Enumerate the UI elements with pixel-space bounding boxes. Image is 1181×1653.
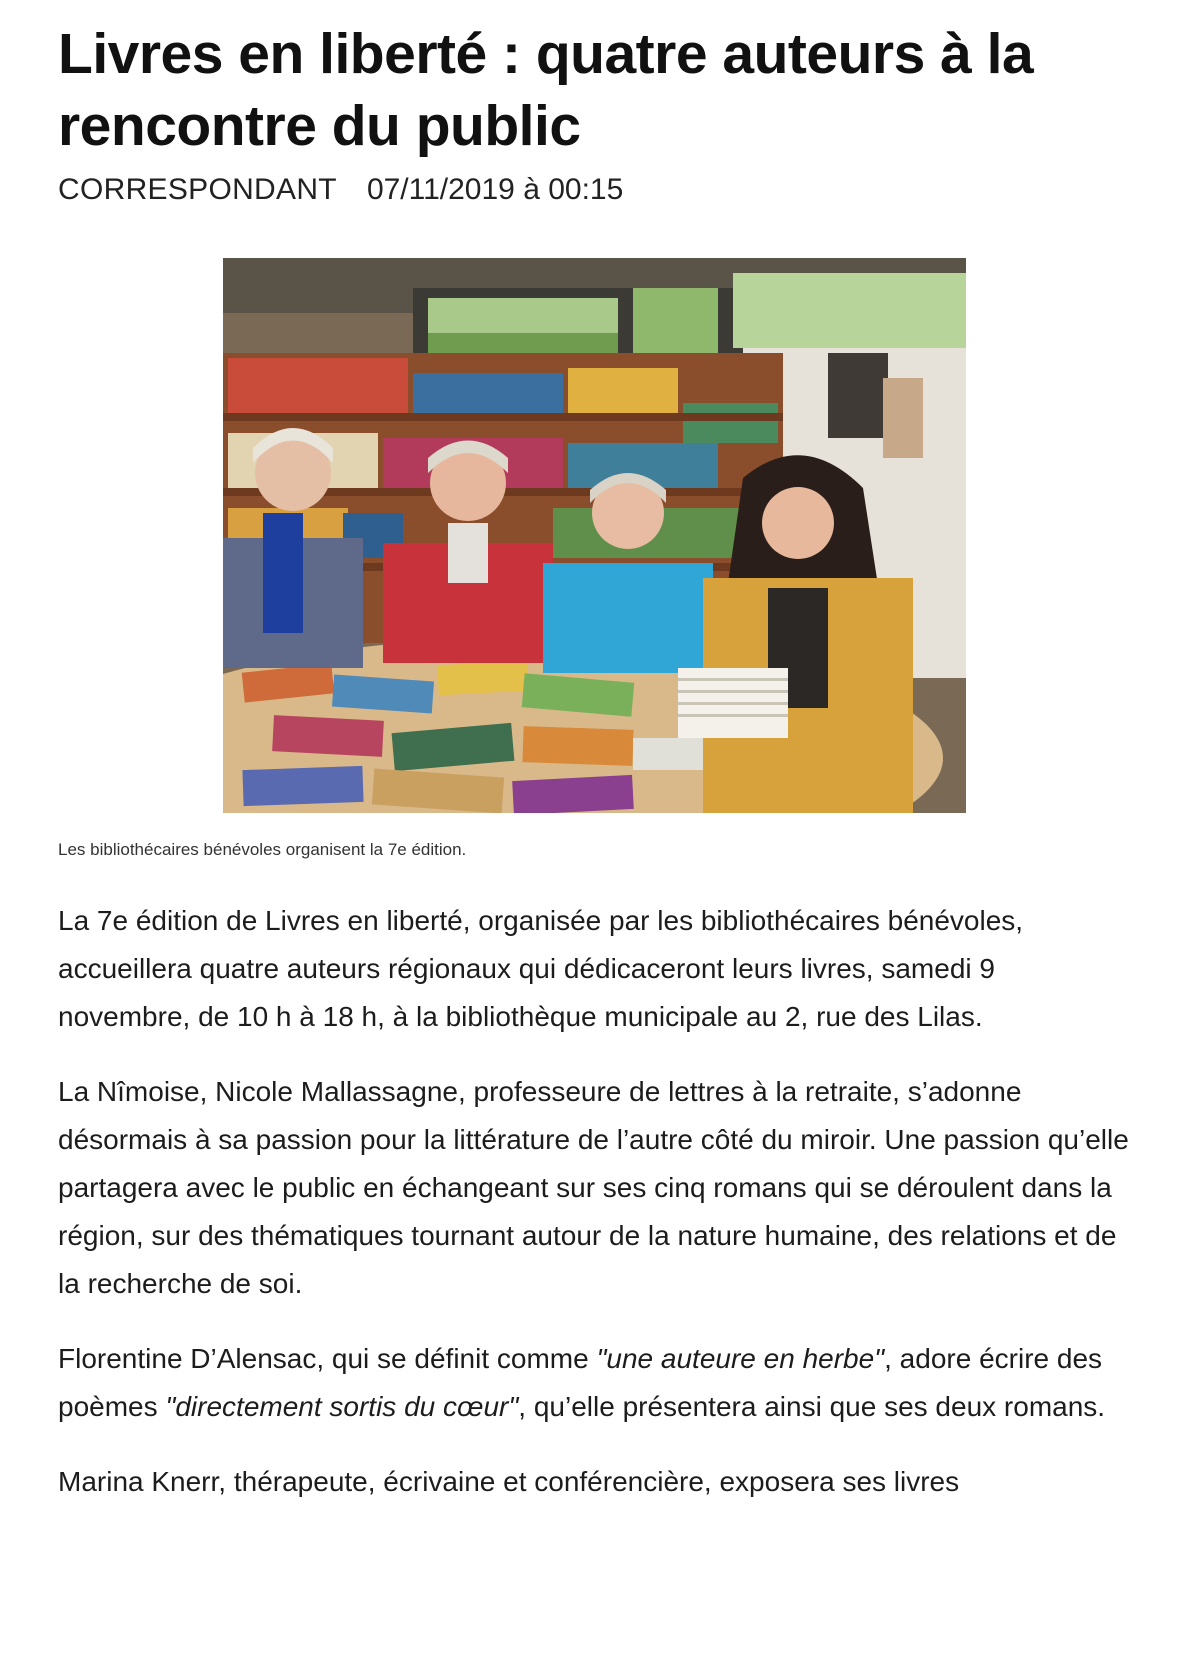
paragraph-1: La 7e édition de Livres en liberté, organisée par les bibliothécaires bénévoles, accueillera quatre auteurs régionaux qui dédicaceront leurs livres, samedi 9 novembre, de 10 h à 18 h, à la bibliothèque municipale au 2, rue des Lilas.	[58, 905, 1024, 1032]
article-author: CORRESPONDANT	[58, 173, 337, 206]
paragraph-3-part-1: Florentine D’Alensac, qui se définit comme	[58, 1343, 597, 1374]
image-caption: Les bibliothécaires bénévoles organisent la 7e édition.	[58, 840, 467, 859]
article-date: 07/11/2019 à 00:15	[366, 173, 624, 206]
article-figure	[58, 258, 1138, 861]
quote-sortis-du-coeur: "directement sortis du cœur"	[165, 1391, 519, 1422]
paragraph-3	[58, 1335, 1133, 1431]
paragraph-2: La Nîmoise, Nicole Mallassagne, professeure de lettres à la retraite, s’adonne désormais à sa passion pour la littérature de l’autre côté du miroir. Une passion qu’elle partagera avec le public en échangeant sur ses cinq romans qui se déroulent dans la région, sur des thématiques tournant autour de la nature humaine, des relations et de la recherche de soi.	[58, 1076, 1129, 1299]
paragraph-3-part-3: , qu’elle présentera ainsi que ses deux romans.	[518, 1391, 1106, 1422]
article-meta	[58, 172, 1138, 208]
article-photo[interactable]	[223, 258, 966, 813]
quote-auteure-en-herbe: "une auteure en herbe"	[596, 1343, 885, 1374]
paragraph-4: Marina Knerr, thérapeute, écrivaine et conférencière, exposera ses livres	[58, 1466, 960, 1497]
article-title: Livres en liberté : quatre auteurs à la rencontre du public	[58, 22, 1034, 158]
article	[58, 18, 1138, 1506]
library-photo-illustration	[223, 258, 966, 813]
paragraph-3-part-2: , adore écrire des poèmes	[58, 1343, 1103, 1422]
article-body	[58, 897, 1133, 1506]
